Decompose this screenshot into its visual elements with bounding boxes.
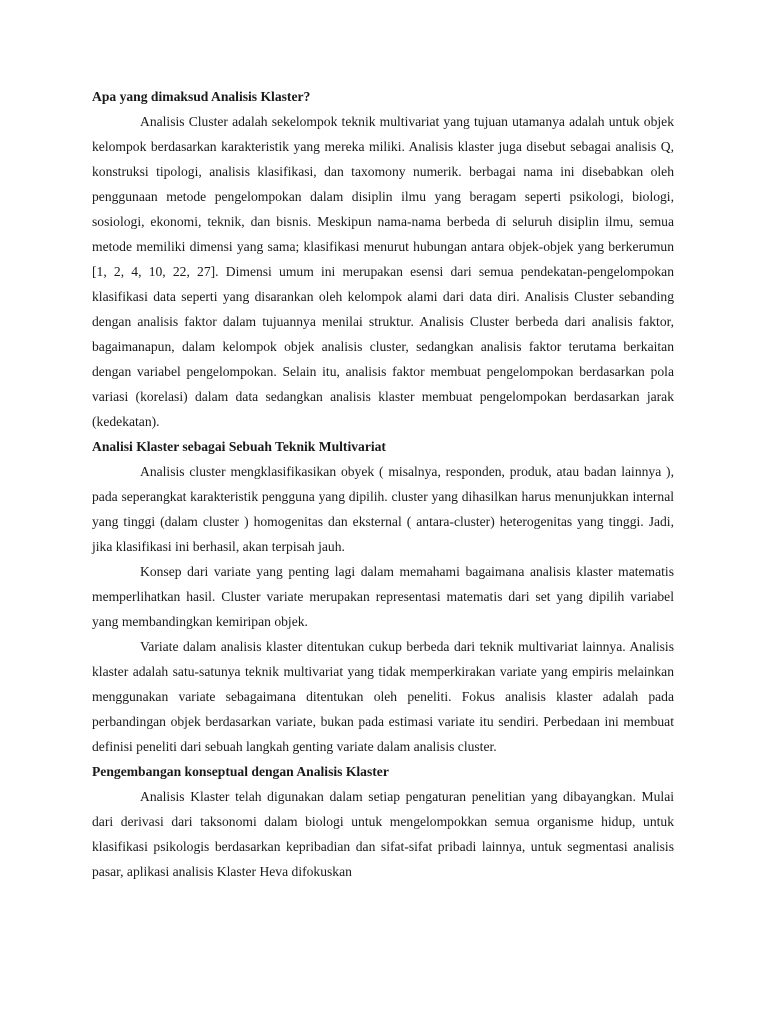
- section-1-paragraph-1: Analisis Cluster adalah sekelompok teknik multivariat yang tujuan utamanya adalah untuk objek kelompok berdasarkan karakteristik yang mereka miliki. Analisis klaster juga disebut sebagai analisis Q, konstruksi tipologi, analisis klasifikasi, dan taxomony numerik. berbagai nama ini disebabkan oleh penggunaan metode pengelompokan dalam disiplin ilmu yang beragam seperti psikologi, biologi, sosiologi, ekonomi, teknik, dan bisnis. Meskipun nama-nama berbeda di seluruh disiplin ilmu, semua metode memiliki dimensi yang sama; klasifikasi menurut hubungan antara objek-objek yang berkerumun [1, 2, 4, 10, 22, 27]. Dimensi umum ini merupakan esensi dari semua pendekatan-pengelompokan klasifikasi data seperti yang disarankan oleh kelompok alami dari data diri. Analisis Cluster sebanding dengan analisis faktor dalam tujuannya menilai struktur. Analisis Cluster berbeda dari analisis faktor, bagaimanapun, dalam kelompok objek analisis cluster, sedangkan analisis faktor terutama berkaitan dengan variabel pengelompokan. Selain itu, analisis faktor membuat pengelompokan berdasarkan pola variasi (korelasi) dalam data sedangkan analisis klaster membuat pengelompokan berdasarkan jarak (kedekatan).: [92, 114, 674, 429]
- section-2-paragraph-3: Variate dalam analisis klaster ditentukan cukup berbeda dari teknik multivariat lainnya. Analisis klaster adalah satu-satunya teknik multivariat yang tidak memperkirakan variate yang empiris melainkan menggunakan variate sebagaimana ditentukan oleh peneliti. Fokus analisis klaster adalah pada perbandingan objek berdasarkan variate, bukan pada estimasi variate itu sendiri. Perbedaan ini membuat definisi peneliti dari sebuah langkah genting variate dalam analisis cluster.: [92, 639, 674, 754]
- section-heading-2: Analisi Klaster sebagai Sebuah Teknik Multivariat: [92, 439, 386, 454]
- section-2-paragraph-2: Konsep dari variate yang penting lagi dalam memahami bagaimana analisis klaster matematis memperlihatkan hasil. Cluster variate merupakan representasi matematis dari set yang dipilih variabel yang membandingkan kemiripan objek.: [92, 564, 674, 629]
- section-heading-1: Apa yang dimaksud Analisis Klaster?: [92, 89, 311, 104]
- section-heading-3: Pengembangan konseptual dengan Analisis Klaster: [92, 764, 389, 779]
- section-3-paragraph-1: Analisis Klaster telah digunakan dalam setiap pengaturan penelitian yang dibayangkan. Mulai dari derivasi dari taksonomi dalam biologi untuk mengelompokkan semua organisme hidup, untuk klasifikasi psikologis berdasarkan kepribadian dan sifat-sifat pribadi lainnya, untuk segmentasi analisis pasar, aplikasi analisis Klaster Heva difokuskan: [92, 789, 674, 879]
- section-2-paragraph-1: Analisis cluster mengklasifikasikan obyek ( misalnya, responden, produk, atau badan lainnya ), pada seperangkat karakteristik pengguna yang dipilih. cluster yang dihasilkan harus menunjukkan internal yang tinggi (dalam cluster ) homogenitas dan eksternal ( antara-cluster) heterogenitas yang tinggi. Jadi, jika klasifikasi ini berhasil, akan terpisah jauh.: [92, 464, 674, 554]
- document-page: [92, 84, 674, 884]
